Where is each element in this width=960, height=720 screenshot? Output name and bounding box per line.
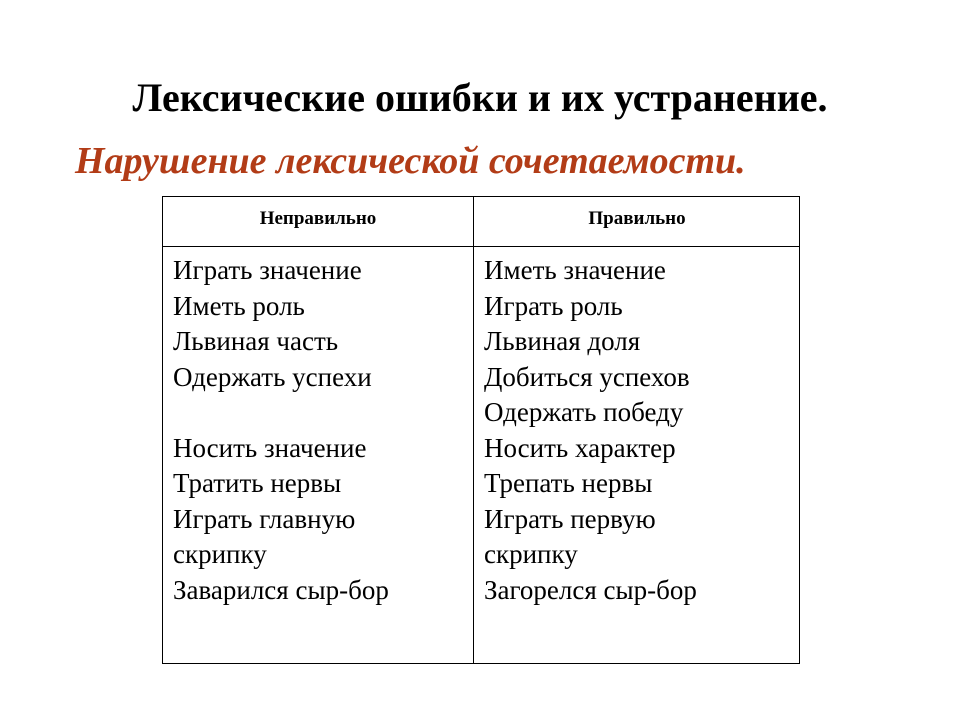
right-line: Загорелся сыр-бор [484, 574, 697, 605]
right-line: Иметь значение [484, 255, 666, 285]
wrong-line: Тратить нервы [173, 468, 342, 498]
wrong-line: Играть значение [173, 255, 362, 285]
right-line: скрипку [484, 539, 578, 569]
right-line: Одержать победу [484, 397, 684, 427]
wrong-line: Львиная часть [173, 326, 339, 356]
wrong-line: Иметь роль [173, 290, 305, 321]
header-right: Правильно [588, 208, 686, 229]
wrong-line: Носить значение [173, 432, 367, 463]
comparison-table [162, 196, 800, 664]
wrong-line: Играть главную [173, 503, 356, 534]
column-divider [473, 197, 474, 663]
right-column [484, 253, 697, 608]
right-line: Играть роль [484, 290, 623, 321]
right-line: Играть первую [484, 503, 656, 534]
right-line: Трепать нервы [484, 468, 653, 498]
right-line: Носить характер [484, 432, 676, 463]
header-wrong: Неправильно [259, 208, 377, 229]
wrong-column [173, 253, 389, 608]
wrong-line: Одержать успехи [173, 361, 372, 392]
wrong-line: Заварился сыр-бор [173, 574, 389, 605]
right-line: Львиная доля [484, 326, 641, 356]
wrong-line-spacer [173, 395, 389, 431]
slide-subtitle: Нарушение лексической сочетаемости. [75, 140, 746, 182]
slide-title: Лексические ошибки и их устранение. [132, 75, 828, 120]
wrong-line: скрипку [173, 539, 267, 569]
right-line: Добиться успехов [484, 361, 690, 392]
